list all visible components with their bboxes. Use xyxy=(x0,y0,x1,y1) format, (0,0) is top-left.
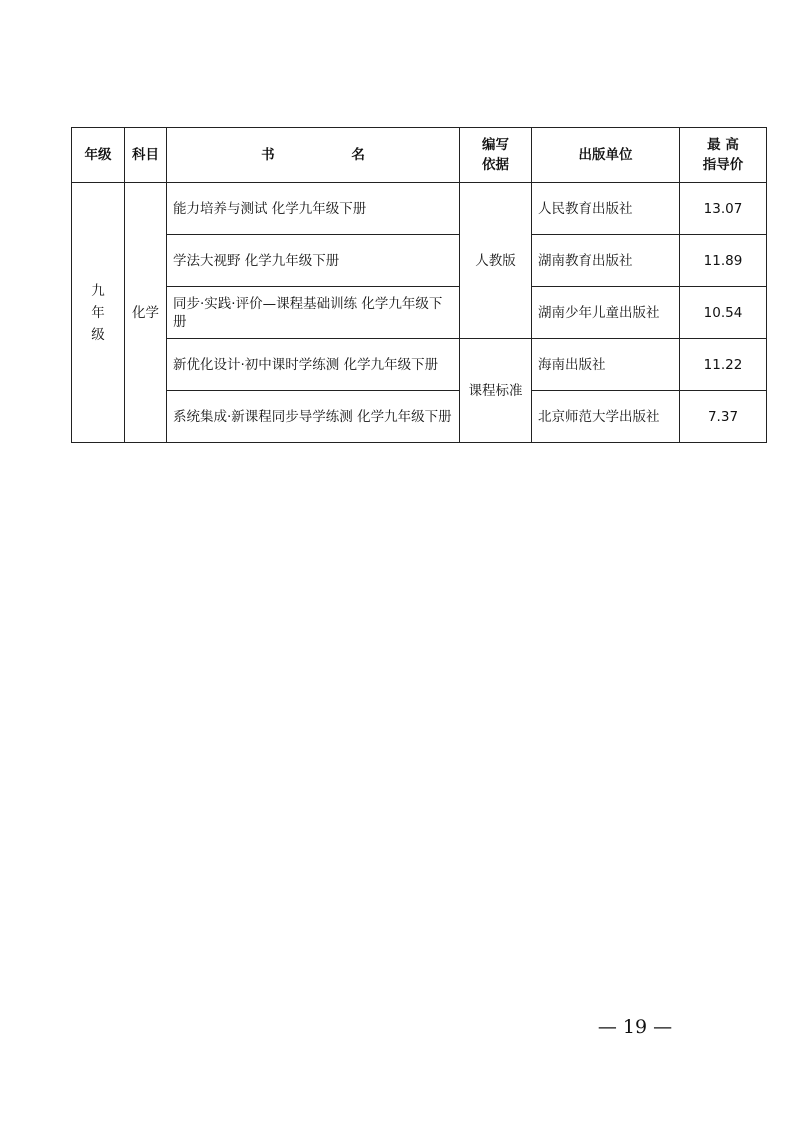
page-number: — 19 — xyxy=(597,1016,673,1038)
textbook-price-table xyxy=(71,127,767,443)
price-cell: 11.22 xyxy=(680,339,767,391)
header-price-text: 最 高指导价 xyxy=(702,137,744,173)
publisher-cell: 湖南少年儿童出版社 xyxy=(532,287,680,339)
header-subject: 科目 xyxy=(125,128,167,183)
header-price xyxy=(680,128,767,183)
table-row xyxy=(72,391,767,443)
header-basis-text: 编写依据 xyxy=(482,137,509,173)
book-title-cell: 同步·实践·评价—课程基础训练 化学九年级下册 xyxy=(167,287,460,339)
header-row xyxy=(72,128,767,183)
price-cell: 11.89 xyxy=(680,235,767,287)
table-row xyxy=(72,339,767,391)
book-title-cell: 能力培养与测试 化学九年级下册 xyxy=(167,183,460,235)
publisher-cell: 海南出版社 xyxy=(532,339,680,391)
book-title-cell: 学法大视野 化学九年级下册 xyxy=(167,235,460,287)
header-publisher: 出版单位 xyxy=(532,128,680,183)
publisher-cell: 北京师范大学出版社 xyxy=(532,391,680,443)
header-title-text: 书 名 xyxy=(261,147,401,163)
book-title-cell: 系统集成·新课程同步导学练测 化学九年级下册 xyxy=(167,391,460,443)
table-row xyxy=(72,183,767,235)
subject-cell: 化学 xyxy=(125,183,167,443)
header-grade: 年级 xyxy=(72,128,125,183)
publisher-cell: 湖南教育出版社 xyxy=(532,235,680,287)
price-cell: 13.07 xyxy=(680,183,767,235)
publisher-cell: 人民教育出版社 xyxy=(532,183,680,235)
book-title-cell: 新优化设计·初中课时学练测 化学九年级下册 xyxy=(167,339,460,391)
header-title xyxy=(167,128,460,183)
table-row xyxy=(72,287,767,339)
grade-text: 九年级 xyxy=(91,282,105,343)
basis-cell-rjb: 人教版 xyxy=(460,183,532,339)
header-basis xyxy=(460,128,532,183)
price-cell: 7.37 xyxy=(680,391,767,443)
basis-cell-standard: 课程标准 xyxy=(460,339,532,443)
grade-cell xyxy=(72,183,125,443)
price-cell: 10.54 xyxy=(680,287,767,339)
table-row xyxy=(72,235,767,287)
